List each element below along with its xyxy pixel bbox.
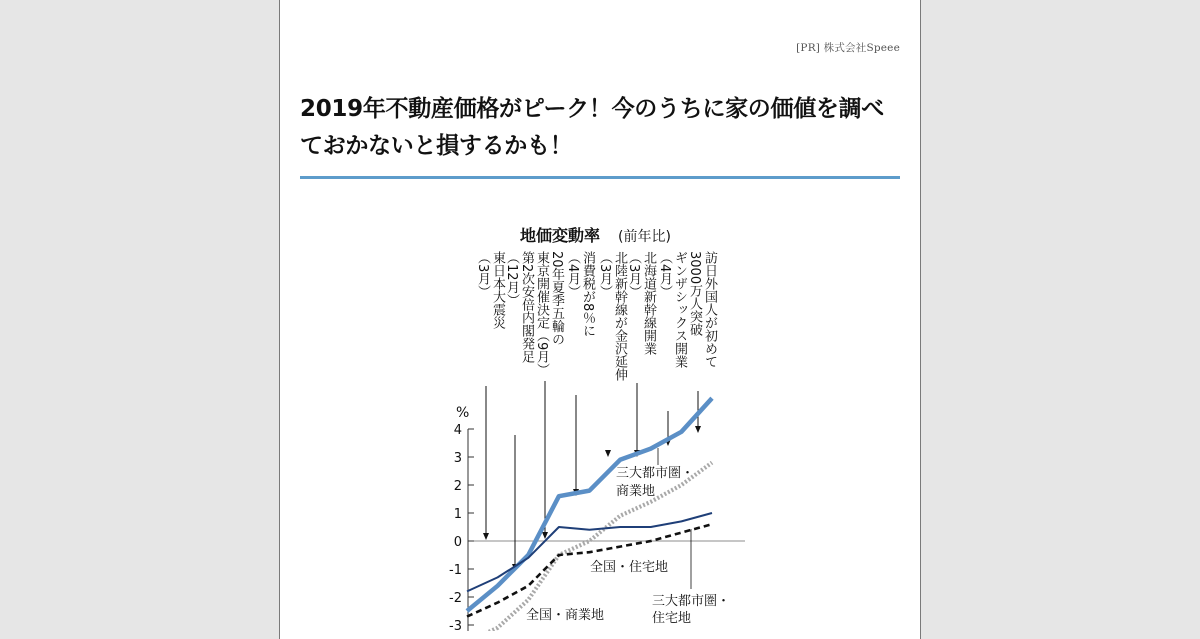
event-label-sub: 東京開催決定（9月） bbox=[534, 251, 549, 377]
event-text-box bbox=[534, 251, 568, 451]
event-label-sub: （12月） bbox=[504, 251, 519, 307]
y-tick-label: -3 bbox=[449, 619, 462, 631]
chart-svg bbox=[430, 211, 760, 631]
event-label-main: 消費税が8％に bbox=[580, 251, 595, 338]
event-label bbox=[597, 251, 627, 451]
y-tick-label: 4 bbox=[453, 423, 462, 438]
y-tick-label: 3 bbox=[453, 451, 462, 466]
series-label: 三大都市圏・ bbox=[652, 594, 731, 609]
event-text-box bbox=[504, 251, 538, 451]
event-label-main: 北陸新幹線が金沢延伸 bbox=[612, 251, 627, 381]
event-label-sub: （3月） bbox=[475, 251, 490, 299]
series-labels bbox=[526, 448, 730, 626]
article-title[interactable]: 2019年不動産価格がピーク！今のうちに家の価値を調べておかないと損するかも！ bbox=[300, 96, 884, 159]
event-label bbox=[657, 251, 687, 451]
y-tick-label: -2 bbox=[449, 591, 462, 606]
event-label-sub: 3000万人突破 bbox=[687, 251, 702, 337]
title-underline bbox=[300, 176, 900, 179]
event-label-sub: （4月） bbox=[565, 251, 580, 299]
y-tick-label: 2 bbox=[453, 479, 462, 494]
event-label-main: 東日本大震災 bbox=[490, 251, 505, 329]
y-tick-label: 1 bbox=[453, 507, 462, 522]
article-card bbox=[279, 0, 921, 639]
event-annotation bbox=[565, 251, 599, 496]
event-label-main: ギンザシックス開業 bbox=[672, 251, 687, 368]
event-label-sub: （4月） bbox=[657, 251, 672, 299]
event-label bbox=[565, 251, 595, 451]
chart-title: 地価変動率 bbox=[520, 226, 601, 245]
event-label-sub: （3月） bbox=[597, 251, 612, 299]
series-label: 全国・住宅地 bbox=[590, 560, 669, 575]
y-tick-label: -1 bbox=[449, 563, 462, 578]
event-annotation bbox=[504, 251, 538, 571]
event-label bbox=[626, 251, 656, 451]
y-axis-unit: % bbox=[456, 405, 470, 421]
event-arrow-head bbox=[605, 450, 611, 457]
event-text-box bbox=[657, 251, 691, 451]
event-label bbox=[534, 251, 564, 451]
series-label: 全国・商業地 bbox=[526, 608, 605, 623]
series-label: 住宅地 bbox=[652, 611, 692, 626]
series-label: 商業地 bbox=[616, 484, 656, 499]
event-label-main: 20年夏季五輪の bbox=[549, 251, 564, 346]
event-annotations bbox=[475, 251, 721, 571]
event-annotation bbox=[626, 251, 660, 457]
event-label bbox=[475, 251, 505, 451]
event-annotation bbox=[657, 251, 691, 451]
event-label bbox=[504, 251, 534, 451]
series-label: 三大都市圏・ bbox=[616, 466, 695, 481]
event-text-box bbox=[626, 251, 660, 451]
chart-subtitle: (前年比) bbox=[618, 229, 671, 245]
land-price-chart bbox=[430, 211, 760, 631]
sponsor-label: [PR] 株式会社Speee bbox=[796, 42, 900, 54]
event-label-sub: （3月） bbox=[626, 251, 641, 299]
event-text-box bbox=[565, 251, 599, 451]
event-label-main: 訪日外国人が初めて bbox=[702, 251, 717, 368]
y-tick-label: 0 bbox=[453, 535, 462, 550]
event-arrow-head bbox=[483, 533, 489, 540]
event-label-main: 北海道新幹線開業 bbox=[641, 251, 656, 355]
event-label-main: 第2次安倍内閣発足 bbox=[519, 251, 534, 364]
